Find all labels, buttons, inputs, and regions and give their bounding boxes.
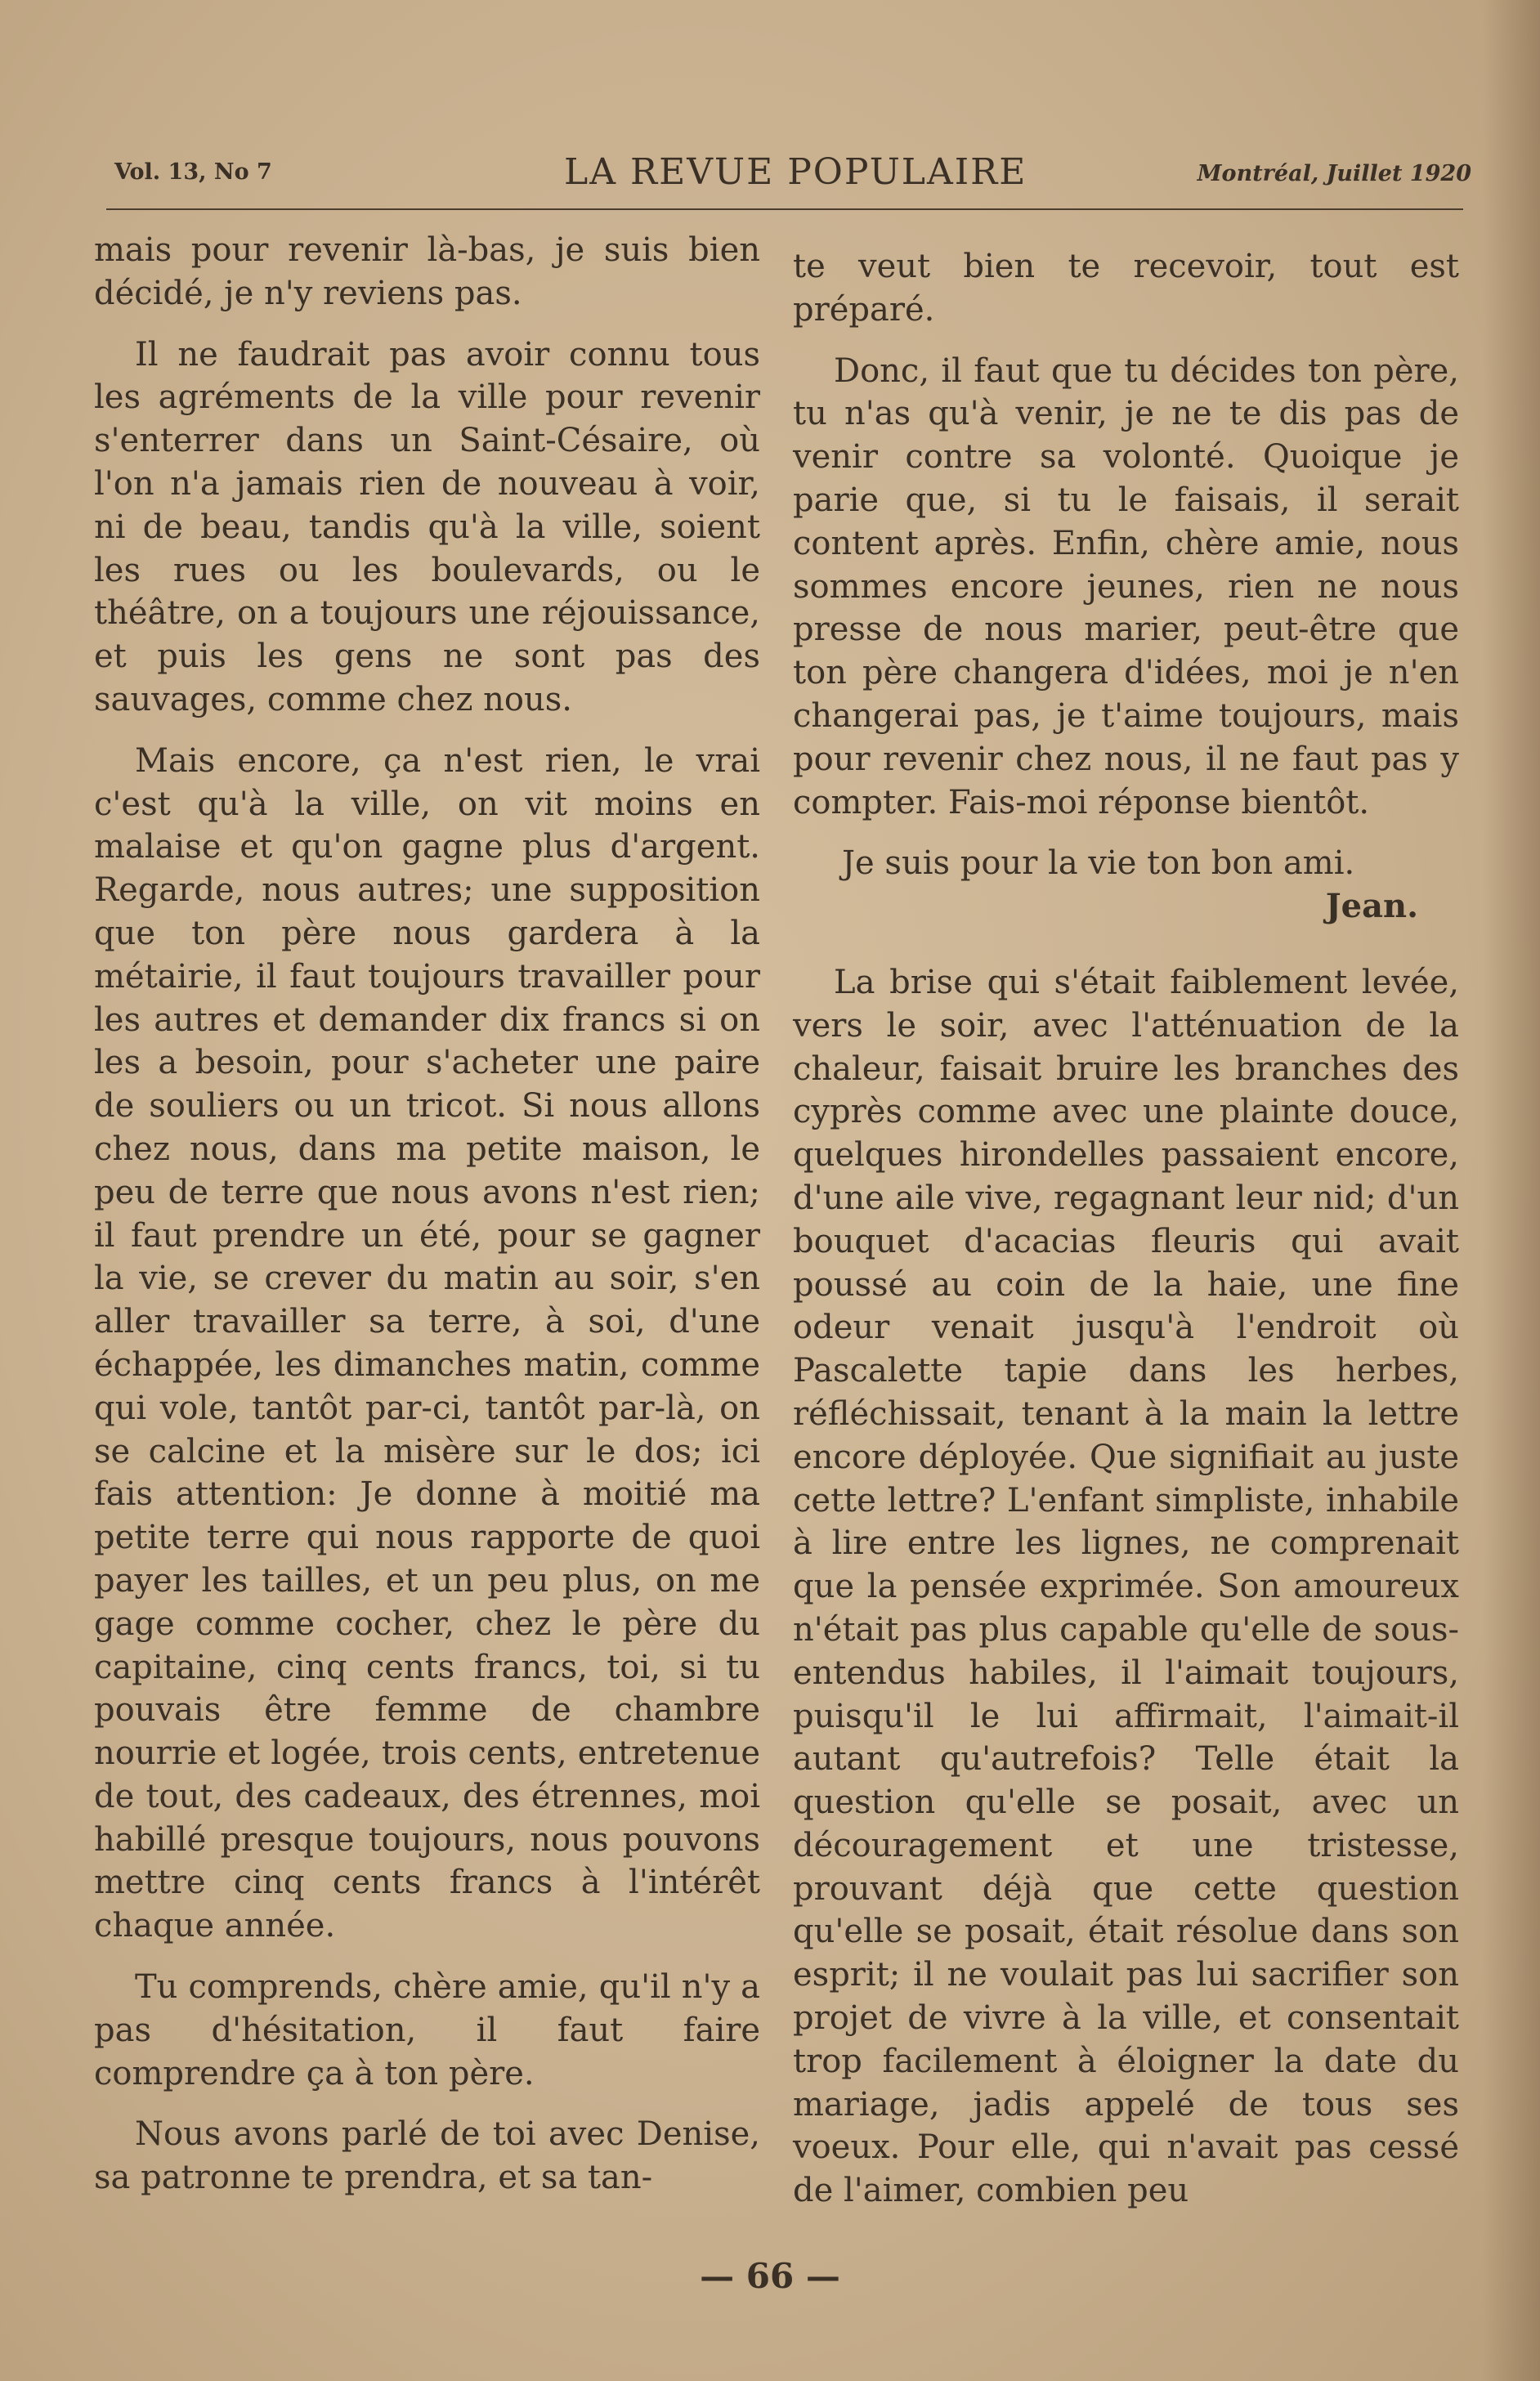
right-paragraph-2: Donc, il faut que tu décides ton père, tu n'as qu'à venir, je ne te dis pas de venir contre sa volonté. Quoique je parie que, si tu le faisais, il serait content après. Enfin, chère amie, nous sommes encore jeunes, rien ne nous presse de nous marier, peut-être que ton père changera d'idées, moi je n'en changerai pas, je t'aime toujours, mais pour revenir chez nous, il ne faut pas y compter. Fais-moi réponse bientôt.: [793, 351, 1459, 821]
header-rule: [106, 208, 1463, 210]
page-number: — 66 —: [700, 2256, 840, 2296]
left-column: [94, 229, 760, 2218]
left-paragraph-2: Il ne faudrait pas avoir connu tous les agréments de la ville pour revenir s'enterrer dans un Saint-Césaire, où l'on n'a jamais rien de nouveau à voir, ni de beau, tandis qu'à la ville, soient les rues ou les boulevards, ou le théâtre, on a toujours une réjouissance, et puis les gens ne sont pas des sauvages, comme chez nous.: [94, 335, 760, 718]
right-paragraph-1: te veut bien te recevoir, tout est préparé.: [793, 248, 1459, 329]
volume-number: Vol. 13, No 7: [114, 159, 272, 185]
left-paragraph-3: Mais encore, ça n'est rien, le vrai c'est qu'à la ville, on vit moins en malaise et qu'on gagne plus d'argent. Regarde, nous autres; une supposition que ton père nous gardera à la métairie, il faut toujours travailler pour les autres et demander dix francs si on les a besoin, pour s'acheter une paire de souliers ou un tricot. Si nous allons chez nous, dans ma petite maison, le peu de terre que nous avons n'est rien; il faut prendre un été, pour se gagner la vie, se crever du matin au soir, s'en aller travailler sa terre, à soi, d'une échappée, les dimanches matin, comme qui vole, tantôt par-ci, tantôt par-là, on se calcine et la misère sur le dos; ici fais attention: Je donne à moitié ma petite terre qui nous rapporte de quoi payer les tailles, et un peu plus, on me gage comme cocher, chez le père du capitaine, cinq cents francs, toi, si tu pouvais être femme de chambre nourrie et logée, trois cents, entretenue de tout, des cadeaux, des étrennes, moi habillé presque toujours, nous pouvons mettre cinq cents francs à l'intérêt chaque année.: [94, 741, 760, 1945]
right-column: [793, 245, 1459, 2231]
publication-title: LA REVUE POPULAIRE: [564, 151, 1027, 193]
right-paragraph-3: La brise qui s'était faiblement levée, vers le soir, avec l'atténuation de la chaleur, faisait bruire les branches des cyprès comme avec une plainte douce, quelques hirondelles passaient encore, d'une aile vive, regagnant leur nid; d'un bouquet d'acacias fleuris qui avait poussé au coin de la haie, une fine odeur venait jusqu'à l'endroit où Pascalette tapie dans les herbes, réfléchissait, tenant à la main la lettre encore déployée. Que signifiait au juste cette lettre? L'enfant simpliste, inhabile à lire entre les lignes, ne comprenait que la pensée exprimée. Son amoureux n'était pas plus capable qu'elle de sous-entendus habiles, il l'aimait toujours, puisqu'il le lui affirmait, l'aimait-il autant qu'autrefois? Telle était la question qu'elle se posait, avec un découragement et une tristesse, prouvant déjà que cette question qu'elle se posait, était résolue dans son esprit; il ne voulait pas lui sacrifier son projet de vivre à la ville, et consentait trop facilement à éloigner la date du mariage, jadis appelé de tous ses voeux. Pour elle, qui n'avait pas cessé de l'aimer, combien peu: [793, 963, 1459, 2210]
left-paragraph-4: Tu comprends, chère amie, qu'il n'y a pas d'hésitation, il faut faire comprendre ça à ton père.: [94, 1968, 760, 2092]
letter-signature: Jean.: [1325, 887, 1418, 926]
page-edge-shadow: [1483, 0, 1540, 2381]
left-paragraph-5: Nous avons parlé de toi avec Denise, sa patronne te prendra, et sa tan-: [94, 2115, 760, 2197]
left-paragraph-1: mais pour revenir là-bas, je suis bien décidé, je n'y reviens pas.: [94, 231, 760, 312]
running-header: [114, 151, 1471, 200]
letter-signoff: Je suis pour la vie ton bon ami.: [842, 844, 1355, 883]
issue-date: Montréal, Juillet 1920: [1197, 161, 1471, 186]
